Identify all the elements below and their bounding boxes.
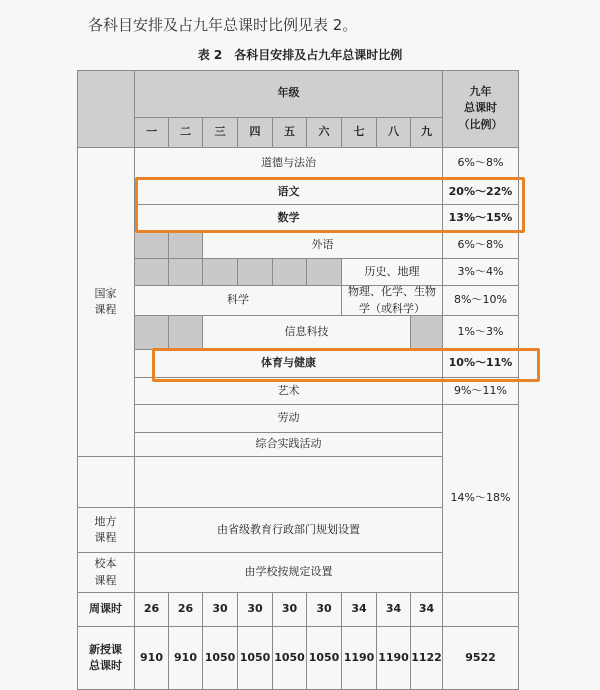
grey-cell bbox=[135, 259, 169, 286]
local-description: 由省级教育行政部门规划设置 bbox=[135, 508, 443, 553]
grey-cell bbox=[169, 316, 203, 350]
new-hours-value: 1050 bbox=[273, 627, 307, 690]
subject-physics: 物理、化学、生物 学（或科学） bbox=[342, 286, 443, 316]
subject-practice: 综合实践活动 bbox=[135, 433, 443, 457]
grade-8: 八 bbox=[377, 118, 411, 148]
grade-3: 三 bbox=[203, 118, 238, 148]
weekly-hours-label: 周课时 bbox=[77, 593, 135, 627]
table-caption: 表 2 各科目安排及占九年总课时比例 bbox=[197, 48, 403, 62]
grade-9: 九 bbox=[411, 118, 443, 148]
grade-2: 二 bbox=[169, 118, 203, 148]
subject-it: 信息科技 bbox=[203, 316, 411, 350]
grey-cell bbox=[273, 259, 307, 286]
weekly-hours-value: 26 bbox=[135, 593, 169, 627]
grade-7: 七 bbox=[342, 118, 377, 148]
group-school: 校本 课程 bbox=[77, 553, 135, 593]
ratio-science: 8%～10% bbox=[443, 286, 519, 316]
weekly-hours-value: 34 bbox=[411, 593, 443, 627]
blank-cell bbox=[77, 457, 135, 508]
grey-cell bbox=[203, 259, 238, 286]
grey-cell bbox=[411, 316, 443, 350]
ratio-it: 1%～3% bbox=[443, 316, 519, 350]
subject-math: 数学 bbox=[135, 205, 443, 232]
weekly-hours-value: 30 bbox=[307, 593, 342, 627]
subject-pe: 体育与健康 bbox=[135, 350, 443, 378]
grey-cell bbox=[169, 259, 203, 286]
grey-cell bbox=[169, 232, 203, 259]
weekly-hours-value: 30 bbox=[203, 593, 238, 627]
blank-cell bbox=[135, 457, 443, 508]
grey-cell bbox=[135, 232, 169, 259]
new-hours-value: 1050 bbox=[307, 627, 342, 690]
new-hours-value: 1190 bbox=[342, 627, 377, 690]
ratio-history: 3%～4% bbox=[443, 259, 519, 286]
new-hours-label: 新授课 总课时 bbox=[77, 627, 135, 690]
highlight-box-chinese-math bbox=[135, 177, 525, 233]
weekly-hours-value: 34 bbox=[342, 593, 377, 627]
weekly-hours-value: 34 bbox=[377, 593, 411, 627]
grade-4: 四 bbox=[238, 118, 273, 148]
weekly-hours-value: 30 bbox=[238, 593, 273, 627]
grey-cell bbox=[135, 316, 169, 350]
new-hours-value: 1050 bbox=[203, 627, 238, 690]
group-national: 国家 课程 bbox=[77, 148, 135, 457]
highlight-box-pe bbox=[152, 348, 540, 382]
subject-history: 历史、地理 bbox=[342, 259, 443, 286]
ratio-morality: 6%～8% bbox=[443, 148, 519, 180]
new-hours-value: 910 bbox=[169, 627, 203, 690]
new-hours-total: 9522 bbox=[443, 627, 519, 690]
ratio-pe: 10%～11% bbox=[443, 350, 519, 378]
header-corner bbox=[77, 70, 135, 148]
subject-foreign: 外语 bbox=[203, 232, 443, 259]
ratio-chinese: 20%～22% bbox=[443, 180, 519, 205]
grade-5: 五 bbox=[273, 118, 307, 148]
group-local: 地方 课程 bbox=[77, 508, 135, 553]
subject-labor: 劳动 bbox=[135, 405, 443, 433]
ratio-math: 13%～15% bbox=[443, 205, 519, 232]
subject-science: 科学 bbox=[135, 286, 342, 316]
ratio-foreign: 6%～8% bbox=[443, 232, 519, 259]
weekly-hours-value: 26 bbox=[169, 593, 203, 627]
grey-cell bbox=[307, 259, 342, 286]
subject-art: 艺术 bbox=[135, 378, 443, 405]
grade-6: 六 bbox=[307, 118, 342, 148]
grey-cell bbox=[238, 259, 273, 286]
total-hours-header: 九年 总课时 （比例） bbox=[443, 70, 519, 148]
new-hours-value: 1122 bbox=[411, 627, 443, 690]
subject-morality: 道德与法治 bbox=[135, 148, 443, 180]
ratio-art: 9%～11% bbox=[443, 378, 519, 405]
blank-cell bbox=[443, 593, 519, 627]
ratio-other: 14%～18% bbox=[443, 405, 519, 593]
weekly-hours-value: 30 bbox=[273, 593, 307, 627]
intro-text: 各科目安排及占九年总课时比例见表 2。 bbox=[88, 16, 358, 34]
new-hours-value: 910 bbox=[135, 627, 169, 690]
curriculum-table bbox=[77, 70, 519, 672]
grade-header: 年级 bbox=[135, 70, 443, 118]
new-hours-value: 1050 bbox=[238, 627, 273, 690]
new-hours-value: 1190 bbox=[377, 627, 411, 690]
school-description: 由学校按规定设置 bbox=[135, 553, 443, 593]
subject-chinese: 语文 bbox=[135, 180, 443, 205]
grade-1: 一 bbox=[135, 118, 169, 148]
